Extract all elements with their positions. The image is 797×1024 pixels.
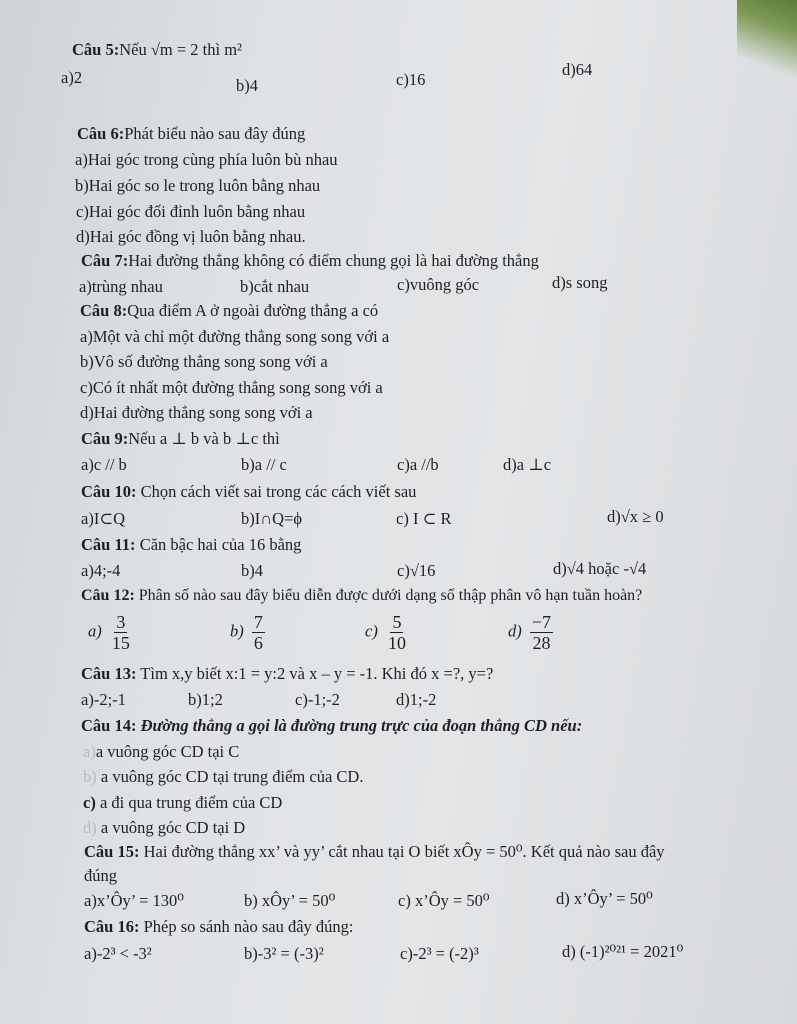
question-14-option-c[interactable] — [83, 793, 282, 813]
question-7-label: Câu 7: — [81, 251, 129, 270]
question-10-option-a[interactable]: a)I⊂Q — [81, 509, 126, 528]
question-9-label: Câu 9: — [81, 429, 129, 448]
question-15-stem-continued: đúng — [84, 866, 117, 885]
question-9-text: Nếu a ⊥ b và b ⊥c thì — [128, 429, 280, 448]
question-9-option-b[interactable]: b)a // c — [241, 455, 287, 474]
question-7-option-d[interactable]: d)s song — [552, 273, 608, 292]
question-15-option-a[interactable]: a)x’Ôy’ = 130⁰ — [84, 891, 184, 910]
question-16-option-b[interactable]: b)-3² = (-3)² — [244, 944, 324, 963]
question-14-option-d[interactable] — [83, 818, 245, 838]
question-5-option-d[interactable]: d)64 — [562, 60, 593, 79]
question-15-option-d[interactable]: d) x’Ôy’ = 50⁰ — [556, 889, 653, 908]
question-6-label: Câu 6: — [77, 124, 125, 143]
question-9-stem — [81, 429, 280, 449]
question-13-label: Câu 13: — [81, 664, 137, 683]
question-14-stem — [81, 716, 582, 736]
denominator: 28 — [532, 633, 551, 653]
question-12-text: Phân số nào sau đây biểu diễn được dưới dạng số thập phân vô hạn tuần hoàn? — [134, 587, 643, 604]
question-7-option-a[interactable]: a)trùng nhau — [79, 277, 163, 296]
question-9-option-a[interactable]: a)c // b — [81, 455, 127, 474]
question-6-stem — [77, 124, 305, 144]
question-16-stem — [84, 917, 354, 937]
question-14-option-b[interactable] — [83, 767, 363, 787]
question-13-option-c[interactable]: c)-1;-2 — [295, 690, 340, 709]
question-9-option-d[interactable]: d)a ⊥c — [503, 455, 552, 474]
question-8-stem — [80, 301, 378, 321]
option-label: c) — [365, 621, 378, 641]
question-13-stem — [81, 664, 493, 684]
background-corner-foliage — [737, 0, 797, 90]
question-8-label: Câu 8: — [80, 301, 128, 320]
question-7-stem — [81, 251, 539, 271]
question-10-option-c[interactable]: c) I ⊂ R — [396, 509, 452, 528]
question-11-option-b[interactable]: b)4 — [241, 561, 263, 580]
question-5-stem — [72, 40, 242, 60]
question-16-text: Phép so sánh nào sau đây đúng: — [139, 917, 354, 936]
fraction — [386, 612, 408, 653]
question-6-option-a[interactable]: a)Hai góc trong cùng phía luôn bù nhau — [75, 150, 338, 169]
question-5-label: Câu 5: — [72, 40, 120, 59]
question-6-option-d[interactable]: d)Hai góc đồng vị luôn bằng nhau. — [76, 227, 306, 246]
fraction — [252, 612, 265, 653]
question-7-text: Hai đường thẳng không có điểm chung gọi là hai đường thẳng — [128, 251, 539, 270]
question-11-stem — [81, 535, 301, 555]
question-12-option-d[interactable] — [508, 612, 553, 653]
denominator: 6 — [253, 633, 263, 653]
question-5-option-a[interactable]: a)2 — [61, 68, 83, 87]
question-12-label: Câu 12: — [81, 587, 135, 604]
question-15-option-c[interactable]: c) x’Ôy = 50⁰ — [398, 891, 490, 910]
question-8-option-d[interactable]: d)Hai đường thẳng song song với a — [80, 403, 313, 422]
question-16-label: Câu 16: — [84, 917, 140, 936]
question-13-option-d[interactable]: d)1;-2 — [396, 690, 437, 709]
question-10-text: Chọn cách viết sai trong các cách viết sau — [136, 482, 417, 501]
question-14-label: Câu 14: — [81, 716, 137, 735]
question-7-option-c[interactable]: c)vuông góc — [397, 275, 480, 294]
question-13-option-b[interactable]: b)1;2 — [188, 690, 223, 709]
question-12-option-c[interactable] — [365, 612, 408, 653]
option-text: a vuông góc CD tại trung điểm của CD. — [96, 767, 364, 786]
question-5-option-c[interactable]: c)16 — [396, 70, 426, 89]
denominator: 15 — [111, 633, 130, 653]
question-15-stem — [84, 842, 665, 862]
numerator: 3 — [116, 612, 126, 632]
question-8-option-c[interactable]: c)Có ít nhất một đường thẳng song song với a — [80, 378, 383, 397]
question-7-option-b[interactable]: b)cắt nhau — [240, 277, 310, 296]
question-13-text: Tìm x,y biết x:1 = y:2 và x – y = -1. Khi đó x =?, y=? — [136, 664, 494, 683]
fraction — [110, 612, 132, 653]
numerator: 5 — [392, 612, 402, 632]
question-6-text: Phát biểu nào sau đây đúng — [124, 124, 306, 143]
question-11-label: Câu 11: — [81, 535, 136, 554]
question-8-option-a[interactable]: a)Một và chỉ một đường thẳng song song với a — [80, 327, 390, 346]
numerator: 7 — [253, 612, 263, 632]
question-12-option-b[interactable] — [230, 612, 265, 653]
question-15-label: Câu 15: — [84, 842, 140, 861]
denominator: 10 — [387, 633, 406, 653]
question-11-option-a[interactable]: a)4;-4 — [81, 561, 121, 580]
question-12-option-a[interactable] — [88, 612, 132, 653]
question-11-option-d[interactable]: d)√4 hoặc -√4 — [553, 559, 647, 578]
question-5-option-b[interactable]: b)4 — [236, 76, 258, 95]
question-16-option-a[interactable]: a)-2³ < -3² — [84, 944, 152, 963]
question-10-option-b[interactable]: b)I∩Q=ϕ — [241, 509, 303, 528]
option-text: a đi qua trung điểm của CD — [95, 793, 283, 812]
option-label: b) — [230, 621, 244, 641]
question-9-option-c[interactable]: c)a //b — [397, 455, 439, 474]
option-label: c) — [83, 793, 96, 812]
question-5-text: Nếu √m = 2 thì m² — [119, 40, 242, 59]
numerator: −7 — [531, 612, 552, 632]
question-15-option-b[interactable]: b) xÔy’ = 50⁰ — [244, 891, 336, 910]
question-16-option-d[interactable]: d) (-1)²⁰²¹ = 2021⁰ — [562, 942, 684, 961]
question-11-option-c[interactable]: c)√16 — [397, 561, 436, 580]
question-14-option-a[interactable] — [83, 742, 239, 762]
question-16-option-c[interactable]: c)-2³ = (-2)³ — [400, 944, 479, 963]
question-8-text: Qua điểm A ở ngoài đường thẳng a có — [127, 301, 379, 320]
question-10-option-d[interactable]: d)√x ≥ 0 — [607, 507, 664, 526]
option-text: a vuông góc CD tại D — [96, 818, 246, 837]
fraction — [530, 612, 553, 653]
question-11-text: Căn bậc hai của 16 bằng — [135, 535, 302, 554]
question-15-text: Hai đường thẳng xx’ và yy’ cắt nhau tại O biết xÔy = 50⁰. Kết quả nào sau đây — [139, 842, 665, 861]
option-label: b) — [83, 767, 97, 786]
question-14-text: Đường thẳng a gọi là đường trung trực của đoạn thẳng CD nếu: — [136, 716, 583, 735]
option-text: a vuông góc CD tại C — [95, 742, 240, 761]
option-label: d) — [508, 621, 522, 641]
question-12-stem — [81, 586, 642, 606]
question-13-option-a[interactable]: a)-2;-1 — [81, 690, 126, 709]
question-8-option-b[interactable]: b)Vô số đường thẳng song song với a — [80, 352, 328, 371]
question-10-label: Câu 10: — [81, 482, 137, 501]
option-label: a) — [83, 742, 96, 761]
question-6-option-b[interactable]: b)Hai góc so le trong luôn bằng nhau — [75, 176, 321, 195]
option-label: a) — [88, 621, 102, 641]
question-10-stem — [81, 482, 416, 502]
question-6-option-c[interactable]: c)Hai góc đối đỉnh luôn bằng nhau — [76, 202, 306, 221]
option-label: d) — [83, 818, 97, 837]
